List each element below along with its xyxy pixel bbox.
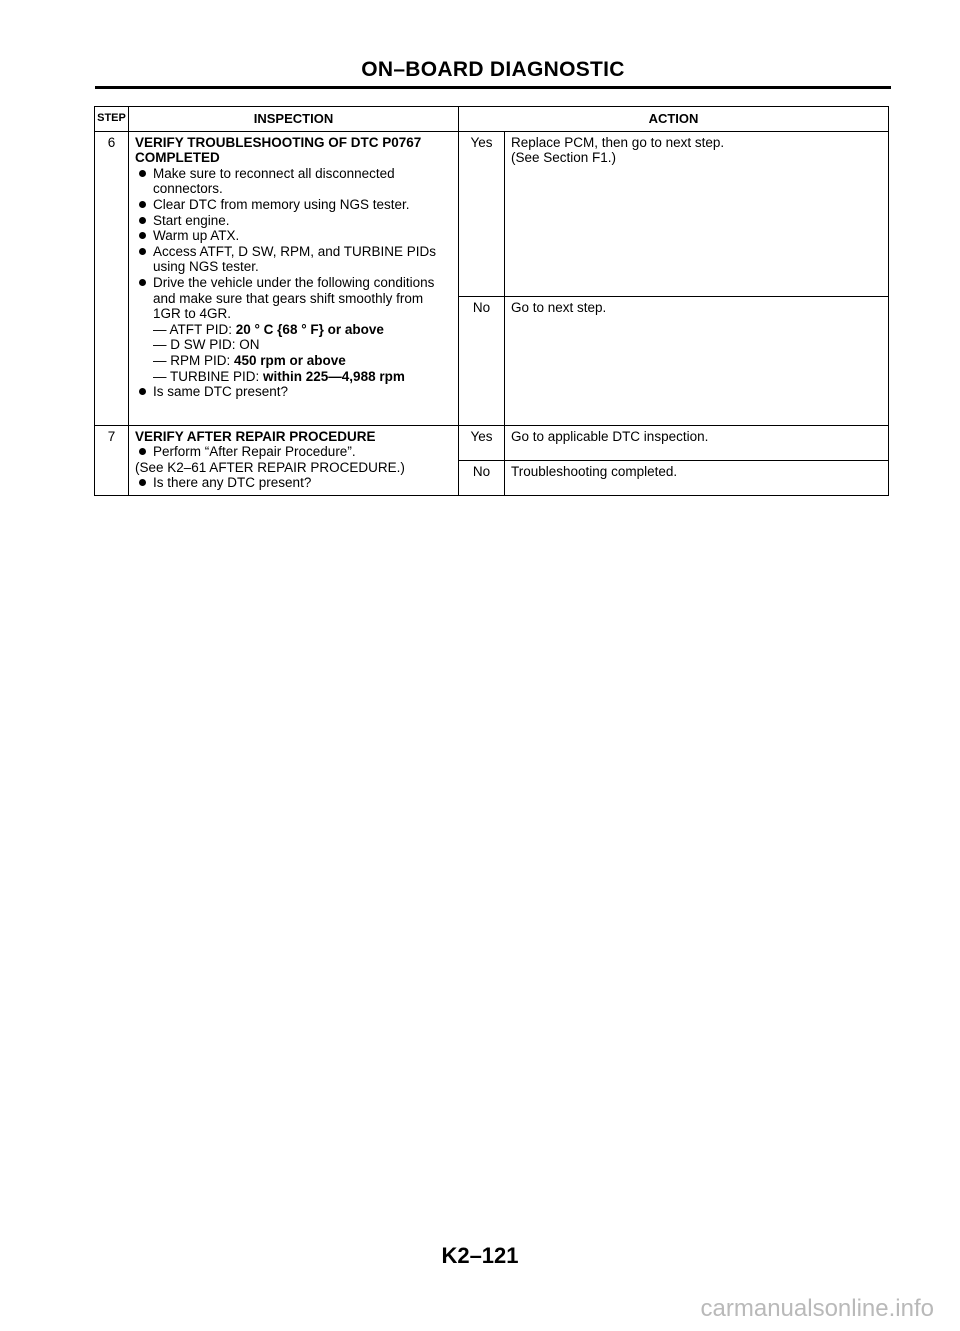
header-rule xyxy=(95,86,891,89)
table-row xyxy=(95,425,889,460)
condition-line xyxy=(135,322,452,338)
inspection-list xyxy=(135,166,452,322)
condition-value: 450 rpm or above xyxy=(234,352,346,368)
condition-label: — RPM PID: xyxy=(153,352,235,368)
step-number: 7 xyxy=(95,425,129,495)
list-item: Is same DTC present? xyxy=(135,384,452,400)
list-item: Is there any DTC present? xyxy=(135,475,452,491)
inspection-list xyxy=(135,444,452,460)
condition-line xyxy=(135,337,452,353)
inspection-cell xyxy=(129,425,459,495)
condition-line xyxy=(135,369,452,385)
header-step: STEP xyxy=(95,107,129,132)
page-number: K2–121 xyxy=(441,1243,519,1268)
yes-action xyxy=(505,131,889,296)
list-item: Start engine. xyxy=(135,213,452,229)
condition-line xyxy=(135,353,452,369)
list-item: Warm up ATX. xyxy=(135,228,452,244)
header-action: ACTION xyxy=(459,107,889,132)
action-text: (See Section F1.) xyxy=(511,150,617,166)
header-inspection: INSPECTION xyxy=(129,107,459,132)
list-item: Perform “After Repair Procedure”. xyxy=(135,444,452,460)
table-header-row xyxy=(95,107,889,132)
condition-label: — D SW PID: ON xyxy=(153,337,260,353)
table-row xyxy=(95,131,889,296)
yes-label: Yes xyxy=(459,131,505,296)
list-item: Access ATFT, D SW, RPM, and TURBINE PIDs using NGS tester. xyxy=(135,244,452,275)
yes-action: Go to applicable DTC inspection. xyxy=(505,425,889,460)
condition-label: — TURBINE PID: xyxy=(153,368,264,384)
page-title: ON–BOARD DIAGNOSTIC xyxy=(361,58,625,81)
no-action: Troubleshooting completed. xyxy=(505,460,889,495)
inspection-title: VERIFY AFTER REPAIR PROCEDURE xyxy=(135,428,376,444)
condition-label: — ATFT PID: xyxy=(153,321,236,337)
reference-text: (See K2–61 AFTER REPAIR PROCEDURE.) xyxy=(135,459,405,475)
diagnostic-table xyxy=(94,106,889,496)
inspection-title-cont: COMPLETED xyxy=(135,150,220,166)
list-item: Make sure to reconnect all disconnected connectors. xyxy=(135,166,452,197)
inspection-list xyxy=(135,384,452,400)
inspection-title: VERIFY TROUBLESHOOTING OF DTC P0767 xyxy=(135,134,422,150)
yes-label: Yes xyxy=(459,425,505,460)
inspection-cell xyxy=(129,131,459,425)
no-label: No xyxy=(459,460,505,495)
condition-value: 20 ° C {68 ° F} or above xyxy=(235,321,384,337)
condition-value: within 225—4,988 rpm xyxy=(263,368,405,384)
no-label: No xyxy=(459,296,505,425)
watermark: carmanualsonline.info xyxy=(700,1295,934,1322)
step-number: 6 xyxy=(95,131,129,425)
no-action: Go to next step. xyxy=(505,296,889,425)
action-text: Replace PCM, then go to next step. xyxy=(511,134,725,150)
list-item: Drive the vehicle under the following conditions and make sure that gears shift smoothly from 1GR to 4GR. xyxy=(135,275,452,322)
inspection-list xyxy=(135,475,452,491)
list-item: Clear DTC from memory using NGS tester. xyxy=(135,197,452,213)
